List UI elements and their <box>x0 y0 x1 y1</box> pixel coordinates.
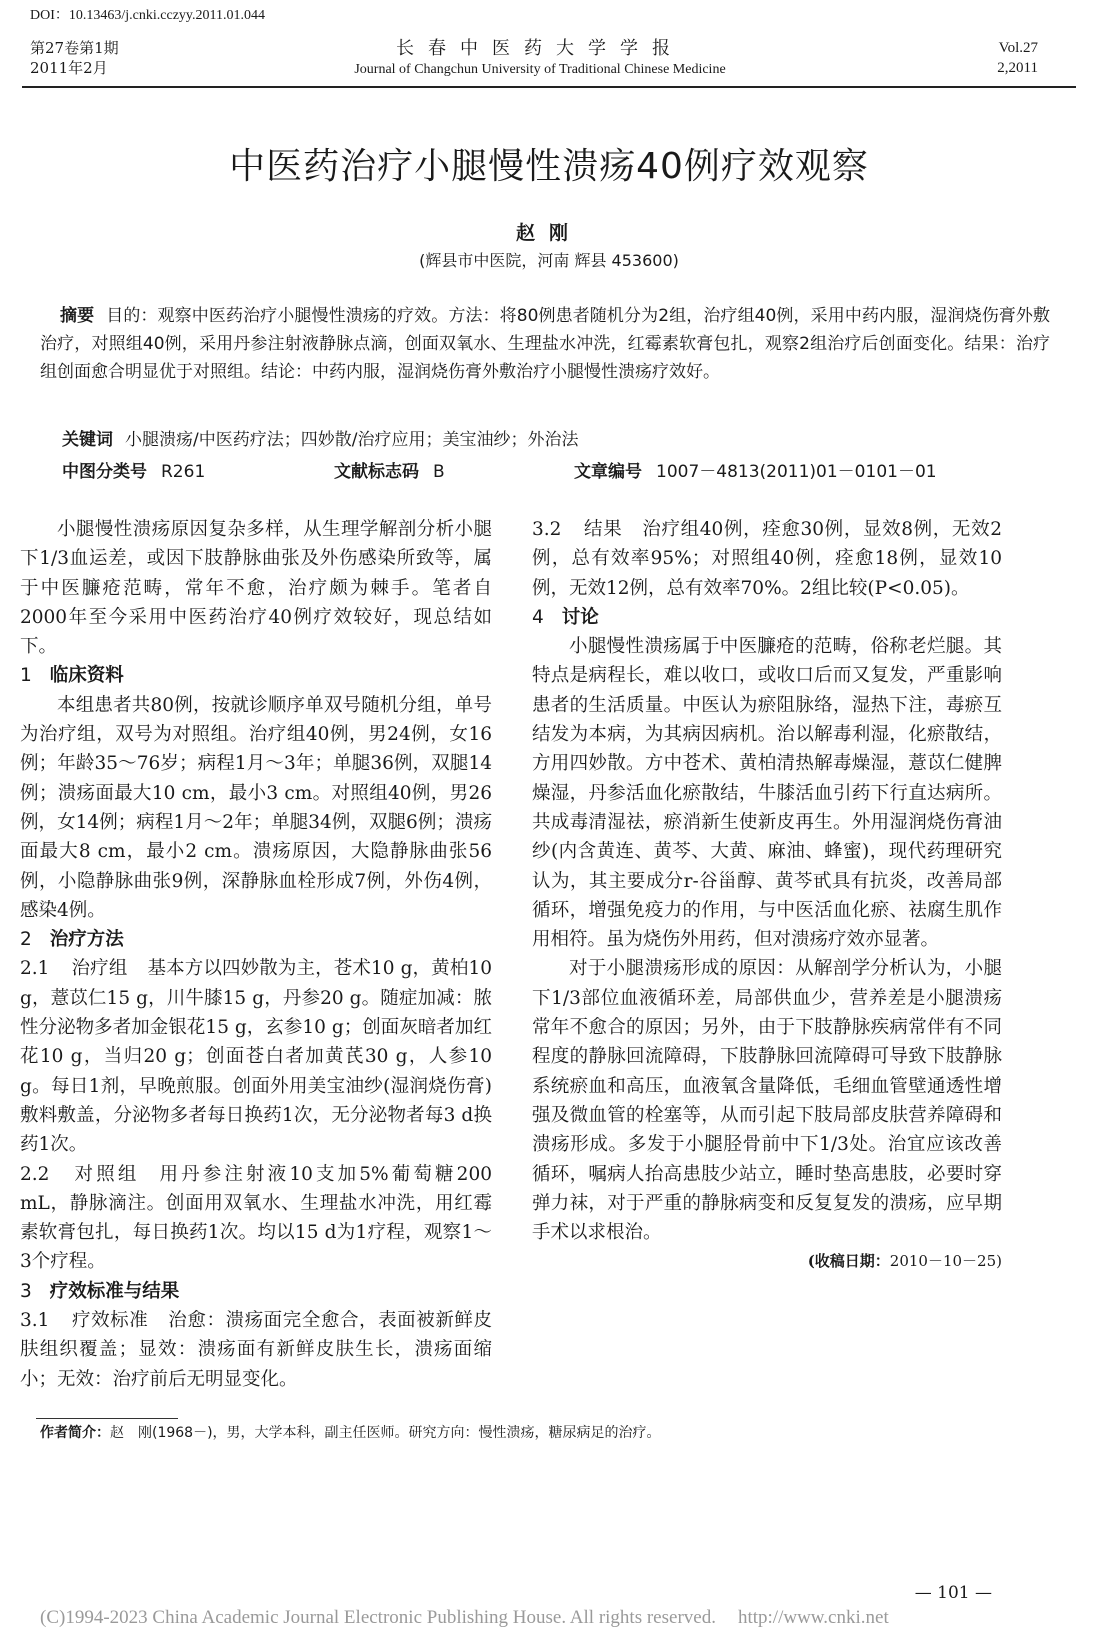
section-3-1-label: 疗效标准 <box>71 1310 149 1332</box>
section-3-1 <box>20 1306 492 1394</box>
cnki-url[interactable]: http://www.cnki.net <box>737 1607 889 1628</box>
discussion-paragraph-1: 小腿慢性溃疡属于中医臁疮的范畴，俗称老烂腿。其特点是病程长，难以收口，或收口后而又复发，严重影响患者的生活质量。中医认为瘀阻脉络，湿热下注，毒瘀互结发为本病，为其病因病机。治以解毒利湿，化瘀散结，方用四妙散。方中苍术、黄柏清热解毒燥湿，薏苡仁健脾燥湿，丹参活血化瘀散结，牛膝活血引药下行直达病所。共成毒清湿祛，瘀消新生使新皮再生。外用湿润烧伤膏油纱(内含黄连、黄芩、大黄、麻油、蜂蜜)，现代药理研究认为，其主要成分r-谷甾醇、黄芩甙具有抗炎，改善局部循环，增强免疫力的作用，与中医活血化瘀、祛腐生肌作用相符。虽为烧伤外用药，但对溃疡疗效亦显著。 <box>532 636 1002 951</box>
copyright-watermark <box>40 1607 889 1629</box>
section-2-number: 2 <box>20 929 32 951</box>
clc-label: 中图分类号 <box>62 462 147 482</box>
section-2-1 <box>20 954 492 1159</box>
intro-paragraph: 小腿慢性溃疡原因复杂多样，从生理学解剖分析小腿下1/3血运差，或因下肢静脉曲张及外伤感染所致等，属于中医臁疮范畴，常年不愈，治疗颇为棘手。笔者自2000年至今采用中医药治疗40例疗效较好，现总结如下。 <box>20 519 492 658</box>
copyright-text: (C)1994-2023 China Academic Journal Electronic Publishing House. All rights reserved. <box>40 1607 716 1628</box>
section-2-1-text: 基本方以四妙散为主，苍术10 g，黄柏10 g，薏苡仁15 g，川牛膝15 g，丹参20 g。随症加减：脓性分泌物多者加金银花15 g，玄参10 g；创面灰暗者加红花10 g，当归20 g；创面苍白者加黄芪30 g，人参10 g。每日1剂，早晚煎服。创面外用美宝油纱(湿润烧伤膏)敷料敷盖，分泌物多者每日换药1次，无分泌物者每3 d换药1次。 <box>20 958 492 1156</box>
keywords <box>62 428 1052 452</box>
article-number-value: 1007－4813(2011)01－0101－01 <box>656 462 937 482</box>
section-3-number: 3 <box>20 1280 32 1302</box>
clc-group <box>62 460 205 484</box>
article-number-group <box>574 460 937 484</box>
section-3-2 <box>532 515 1002 603</box>
article-number-label: 文章编号 <box>574 462 642 482</box>
doc-code-value: B <box>433 462 445 482</box>
volume-issue-en <box>997 38 1038 78</box>
abstract-text: 目的：观察中医药治疗小腿慢性溃疡的疗效。方法：将80例患者随机分为2组，治疗组40例，采用中药内服，湿润烧伤膏外敷治疗，对照组40例，采用丹参注射液静脉点滴，创面双氧水、生理盐水冲洗，红霉素软膏包扎，观察2组治疗后创面变化。结果：治疗组创面愈合明显优于对照组。结论：中药内服，湿润烧伤膏外敷治疗小腿慢性溃疡疗效好。 <box>40 306 1051 382</box>
author-name: 赵刚 <box>515 222 582 244</box>
doc-code-label: 文献标志码 <box>334 462 419 482</box>
journal-name <box>290 38 790 80</box>
section-4-heading <box>532 603 1002 632</box>
section-4-number: 4 <box>532 606 544 628</box>
section-1-text: 本组患者共80例，按就诊顺序单双号随机分组，单号为治疗组，双号为对照组。治疗组40例，男24例，女16例；年龄35～76岁；病程1月～3年；单腿36例，双腿14例；溃疡面最大10 cm，最小3 cm。对照组40例，男26例，女14例；病程1月～2年；单腿34例，双腿6例；溃疡面最大8 cm，最小2 cm。溃疡原因，大隐静脉曲张56例，小隐静脉曲张9例，深静脉血栓形成7例，外伤4例，感染4例。 <box>20 694 492 921</box>
section-3-1-text: 治愈：溃疡面完全愈合，表面被新鲜皮肤组织覆盖；显效：溃疡面有新鲜皮肤生长，溃疡面缩小；无效：治疗前后无明显变化。 <box>20 1310 492 1390</box>
section-2-heading <box>20 925 492 954</box>
volume-issue-cn: 第27卷第1期 <box>30 39 119 57</box>
journal-name-en: Journal of Changchun University of Traditional Chinese Medicine <box>354 62 726 77</box>
section-2-1-number: 2.1 <box>20 958 50 980</box>
abstract-label: 摘要 <box>60 306 95 326</box>
section-2-2-label: 对照组 <box>71 1163 140 1185</box>
section-1-heading <box>20 661 492 690</box>
body-column-right <box>532 515 1002 1277</box>
keywords-label: 关键词 <box>62 430 113 450</box>
received-date-label: (收稿日期： <box>807 1252 890 1271</box>
author-bio-text: 赵 刚(1968－)，男，大学本科，副主任医师。研究方向：慢性溃疡，糖尿病足的治疗。 <box>110 1425 661 1441</box>
publication-date: 2011年2月 <box>30 59 108 77</box>
discussion-paragraph-2: 对于小腿溃疡形成的原因：从解剖学分析认为，小腿下1/3部位血液循环差，局部供血少，营养差是小腿溃疡常年不愈合的原因；另外，由于下肢静脉疾病常伴有不同程度的静脉回流障碍，下肢静脉回流障碍可导致下肢静脉系统瘀血和高压，血液氧含量降低，毛细血管壁通透性增强及微血管的栓塞等，从而引起下肢局部皮肤营养障碍和溃疡形成。多发于小腿胫骨前中下1/3处。治宜应该改善循环，嘱病人抬高患肢少站立，睡时垫高患肢，必要时穿弹力袜，对于严重的静脉病变和反复复发的溃疡，应早期手术以求根治。 <box>532 958 1002 1244</box>
received-date-value: 2010－10－25) <box>889 1252 1002 1271</box>
section-4-title: 讨论 <box>561 606 599 628</box>
section-2-2-number: 2.2 <box>20 1163 50 1185</box>
received-date <box>532 1247 1002 1276</box>
author-affiliation: (辉县市中医院，河南 辉县 453600) <box>419 251 679 270</box>
author-bio-footnote <box>40 1423 1050 1443</box>
article-title: 中医药治疗小腿慢性溃疡40例疗效观察 <box>229 146 869 187</box>
section-2-2-text: 用丹参注射液10支加5%葡萄糖200 mL，静脉滴注。创面用双氧水、生理盐水冲洗，用红霉素软膏包扎，每日换药1次。均以15 d为1疗程，观察1～3个疗程。 <box>20 1163 492 1273</box>
author-bio-label: 作者简介： <box>40 1425 110 1441</box>
section-2-title: 治疗方法 <box>49 929 124 951</box>
volume-issue <box>30 38 119 78</box>
doi-line: DOI：10.13463/j.cnki.cczyy.2011.01.044 <box>30 8 265 23</box>
page-number: — 101 — <box>914 1583 992 1603</box>
section-3-heading <box>20 1277 492 1306</box>
body-column-left <box>20 515 492 1394</box>
keywords-text: 小腿溃疡/中医药疗法；四妙散/治疗应用；美宝油纱；外治法 <box>125 430 579 450</box>
issue-year-en: 2,2011 <box>997 60 1038 76</box>
section-1-number: 1 <box>20 665 32 687</box>
section-3-1-number: 3.1 <box>20 1310 50 1332</box>
header-rule <box>22 86 1076 88</box>
section-1-title: 临床资料 <box>49 665 124 687</box>
section-3-2-label: 结果 <box>583 519 623 540</box>
abstract <box>40 302 1050 386</box>
doc-code-group <box>334 460 445 484</box>
footnote-rule <box>36 1418 178 1419</box>
section-3-2-number: 3.2 <box>532 519 562 540</box>
section-2-1-label: 治疗组 <box>71 958 128 980</box>
section-2-2 <box>20 1160 492 1277</box>
journal-name-cn: 长春中医药大学学报 <box>396 38 684 59</box>
section-3-2-text: 治疗组40例，痊愈30例，显效8例，无效2例，总有效率95%；对照组40例，痊愈18例，显效10例，无效12例，总有效率70%。2组比较(P<0.05)。 <box>532 519 1002 599</box>
section-3-title: 疗效标准与结果 <box>49 1280 180 1302</box>
volume-en: Vol.27 <box>998 40 1038 56</box>
clc-value: R261 <box>161 462 206 482</box>
